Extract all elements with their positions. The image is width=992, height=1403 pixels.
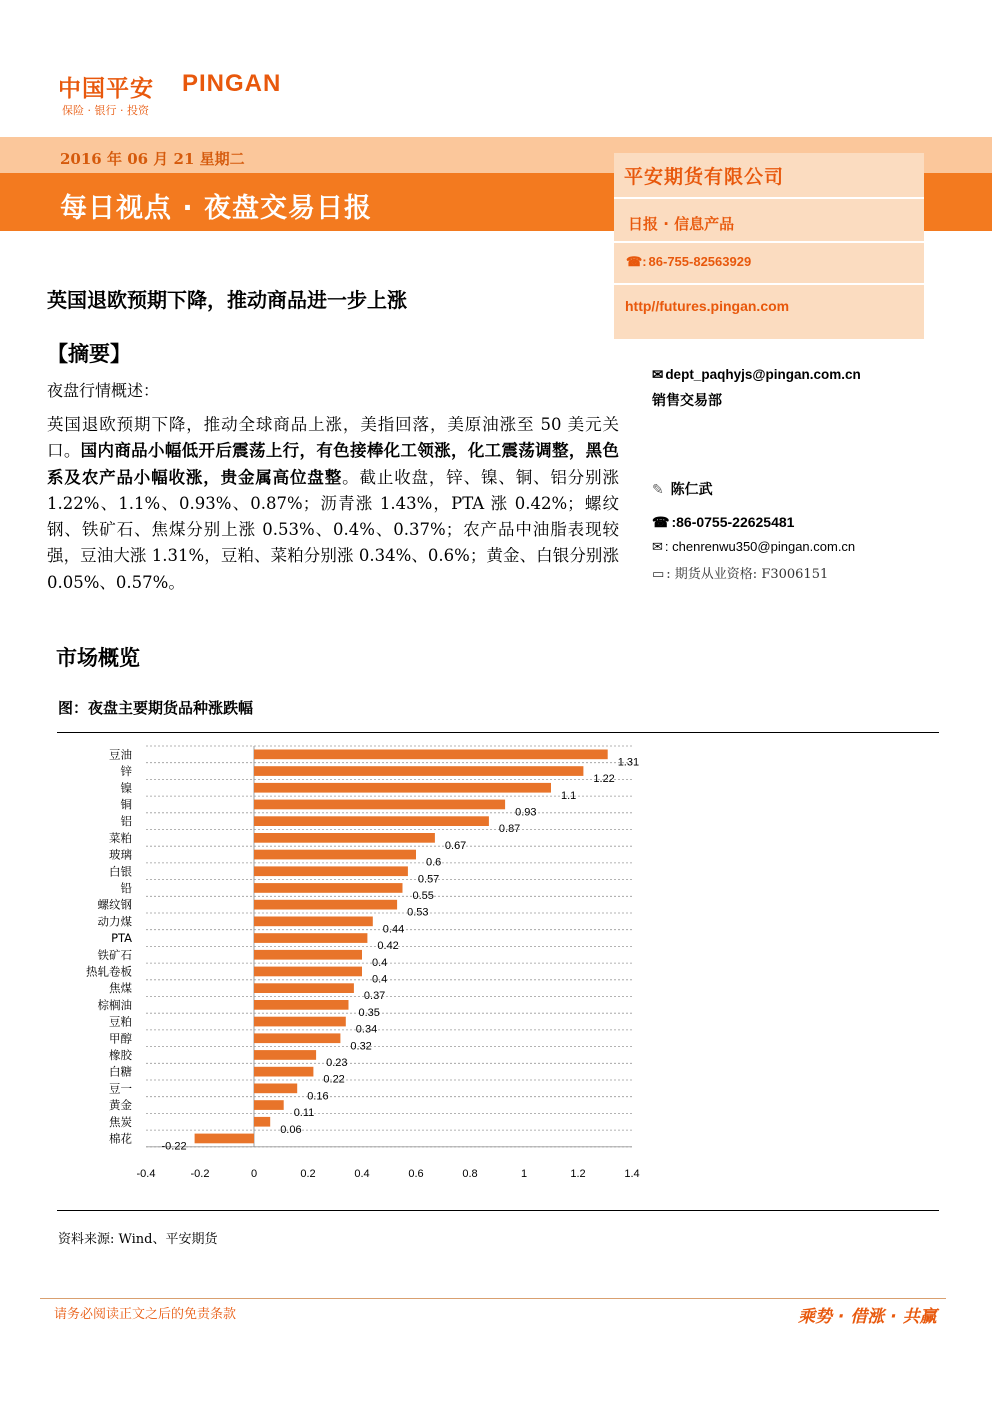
report-title: 每日视点 · 夜盘交易日报 — [60, 193, 373, 224]
company-phone-number: 86-755-82563929 — [648, 254, 752, 269]
bar — [254, 766, 583, 776]
bar — [254, 1117, 270, 1127]
category-label: 菜粕 — [109, 830, 132, 845]
x-tick-label: 1.4 — [624, 1167, 640, 1178]
category-label: 螺纹钢 — [97, 897, 132, 912]
phone-icon: ☎: — [626, 254, 647, 269]
category-label: 镍 — [120, 780, 132, 795]
x-tick-label: -0.4 — [136, 1167, 156, 1178]
data-label: 0.32 — [350, 1040, 372, 1053]
category-label: 甲醇 — [109, 1031, 132, 1046]
disclaimer-link[interactable]: 请务必阅读正文之后的免责条款 — [54, 1307, 237, 1322]
data-label: 0.11 — [293, 1107, 315, 1120]
bar — [254, 933, 367, 943]
category-label: 铅 — [120, 880, 132, 895]
company-name: 平安期货有限公司 — [624, 166, 785, 188]
summary-text-plain: 英国退欧预期下降，推动全球商品上涨，美指回落，美原油涨至 50 美元关口。 — [47, 415, 619, 461]
bar — [254, 866, 408, 876]
data-label: 0.57 — [417, 873, 440, 886]
info-box-divider — [614, 283, 924, 285]
x-tick-label: 0.6 — [408, 1167, 424, 1178]
data-label: 1.31 — [617, 756, 640, 769]
bar — [254, 1000, 349, 1010]
category-label: 铜 — [120, 797, 132, 812]
data-source: 资料来源: Wind、平安期货 — [58, 1232, 218, 1247]
author-email[interactable] — [652, 539, 855, 555]
category-label: 白银 — [109, 864, 132, 879]
figure-top-rule — [57, 732, 939, 733]
pen-icon: ✎ — [652, 482, 664, 498]
category-label: 焦煤 — [109, 981, 132, 996]
summary-text-bold: 国内商品小幅低开后震荡上行，有色接棒化工领涨，化工震荡调整，黑色系及农产品小幅收涨，贵金属高位盘整 — [47, 441, 620, 487]
dept-email-text: dept_paqhyjs@pingan.com.cn — [665, 367, 861, 382]
dept-name: 销售交易部 — [652, 393, 722, 409]
bar — [254, 800, 505, 810]
data-label: 0.55 — [412, 889, 434, 902]
category-label: 棉花 — [109, 1131, 132, 1146]
x-tick-label: 1 — [520, 1167, 528, 1178]
bar — [254, 983, 354, 993]
x-tick-label: 0 — [250, 1167, 258, 1178]
bar — [195, 1134, 254, 1144]
bar — [254, 783, 551, 793]
bar — [254, 816, 489, 826]
brand-logo-english: PINGAN — [182, 70, 282, 97]
figure-bottom-rule — [57, 1210, 939, 1211]
author-phone — [652, 514, 794, 531]
bar — [254, 900, 397, 910]
category-label: 热轧卷板 — [86, 964, 132, 979]
dept-email[interactable] — [652, 367, 861, 383]
category-label: 豆油 — [109, 747, 132, 762]
brand-tagline: 保险 · 银行 · 投资 — [62, 104, 149, 117]
bar — [254, 883, 403, 893]
company-url[interactable]: http//futures.pingan.com — [625, 298, 790, 314]
figure-caption: 图：夜盘主要期货品种涨跌幅 — [58, 699, 254, 717]
data-label: 0.67 — [444, 839, 467, 852]
data-label: 0.42 — [377, 940, 399, 953]
data-label: 0.4 — [372, 956, 388, 969]
data-label: 0.53 — [407, 906, 429, 919]
data-label: 0.16 — [307, 1090, 329, 1103]
author-cert-text: : 期货从业资格: F3006151 — [666, 567, 829, 582]
category-label: 棕榈油 — [97, 997, 132, 1012]
envelope-icon: ✉ — [652, 367, 664, 382]
bar — [254, 850, 416, 860]
data-label: 1.22 — [593, 773, 615, 786]
bar — [254, 950, 362, 960]
bar — [254, 1100, 284, 1110]
overview-heading: 夜盘行情概述： — [47, 381, 160, 400]
category-label: 玻璃 — [109, 847, 132, 862]
data-label: -0.22 — [161, 1140, 187, 1153]
category-label: 锌 — [120, 764, 132, 779]
category-label: 橡胶 — [109, 1047, 132, 1062]
author-email-text: : chenrenwu350@pingan.com.cn — [664, 539, 856, 554]
phone-icon: ☎ — [652, 514, 670, 530]
article-headline: 英国退欧预期下降，推动商品进一步上涨 — [47, 288, 407, 312]
company-phone — [626, 254, 751, 270]
x-tick-label: -0.2 — [190, 1167, 210, 1178]
product-type: 日报 · 信息产品 — [628, 215, 735, 233]
category-label: 白糖 — [109, 1064, 132, 1079]
bar — [254, 750, 608, 760]
x-tick-label: 0.2 — [300, 1167, 316, 1178]
footer-rule — [40, 1298, 946, 1299]
data-label: 0.87 — [498, 823, 521, 836]
bar — [254, 917, 373, 927]
x-tick-label: 1.2 — [570, 1167, 586, 1178]
bar-chart — [56, 738, 696, 1178]
summary-heading: 【摘要】 — [47, 342, 131, 366]
author-phone-number: :86-0755-22625481 — [671, 514, 795, 530]
data-label: 0.6 — [426, 856, 442, 869]
market-heading: 市场概览 — [56, 646, 140, 670]
data-label: 0.22 — [323, 1073, 345, 1086]
category-label: 焦炭 — [109, 1114, 132, 1129]
info-box-divider — [614, 241, 924, 243]
company-motto: 乘势 · 借涨 · 共赢 — [798, 1307, 937, 1327]
bar — [254, 1017, 346, 1027]
data-label: 1.1 — [561, 789, 577, 802]
category-label: 豆一 — [109, 1081, 132, 1096]
x-tick-label: 0.8 — [462, 1167, 478, 1178]
data-label: 0.06 — [280, 1123, 302, 1136]
data-label: 0.34 — [355, 1023, 378, 1036]
category-label: 铁矿石 — [97, 947, 132, 962]
category-label: PTA — [111, 931, 132, 946]
author — [652, 479, 713, 499]
summary-paragraph — [47, 412, 619, 596]
brand-logo-chinese: 中国平安 — [58, 76, 154, 102]
data-label: 0.44 — [382, 923, 405, 936]
data-label: 0.4 — [372, 973, 388, 986]
category-label: 动力煤 — [97, 914, 132, 929]
bar — [254, 967, 362, 977]
bar — [254, 1050, 316, 1060]
book-icon: ▭ — [652, 567, 665, 582]
bar — [254, 1033, 340, 1043]
data-label: 0.37 — [363, 990, 386, 1003]
data-label: 0.23 — [326, 1056, 348, 1069]
bar — [254, 1084, 297, 1094]
author-certification — [652, 563, 828, 582]
x-tick-label: 0.4 — [354, 1167, 370, 1178]
envelope-icon: ✉ — [652, 539, 663, 554]
category-label: 铝 — [120, 814, 132, 829]
data-label: 0.93 — [515, 806, 537, 819]
summary-text-plain: 。截止收盘，锌、镍、铜、铝分别涨 1.22%、1.1%、0.93%、0.87%；沥青涨 1.43%，PTA 涨 0.42%；螺纹钢、铁矿石、焦煤分别上涨 0.53%、0.4%、0.37%；农产品中油脂表现较强，豆油大涨 1.31%，豆粕、菜粕分别涨 0.34%、0.6%；黄金、白银分别涨 0.05%、0.57%。 — [47, 467, 619, 592]
bar — [254, 1067, 313, 1077]
data-label: 0.35 — [358, 1006, 380, 1019]
bar — [254, 833, 435, 843]
author-name: 陈仁武 — [670, 482, 713, 498]
info-box-divider — [614, 197, 924, 199]
report-date: 2016 年 06 月 21 星期二 — [60, 150, 245, 168]
category-label: 豆粕 — [109, 1014, 132, 1029]
category-label: 黄金 — [109, 1098, 132, 1113]
